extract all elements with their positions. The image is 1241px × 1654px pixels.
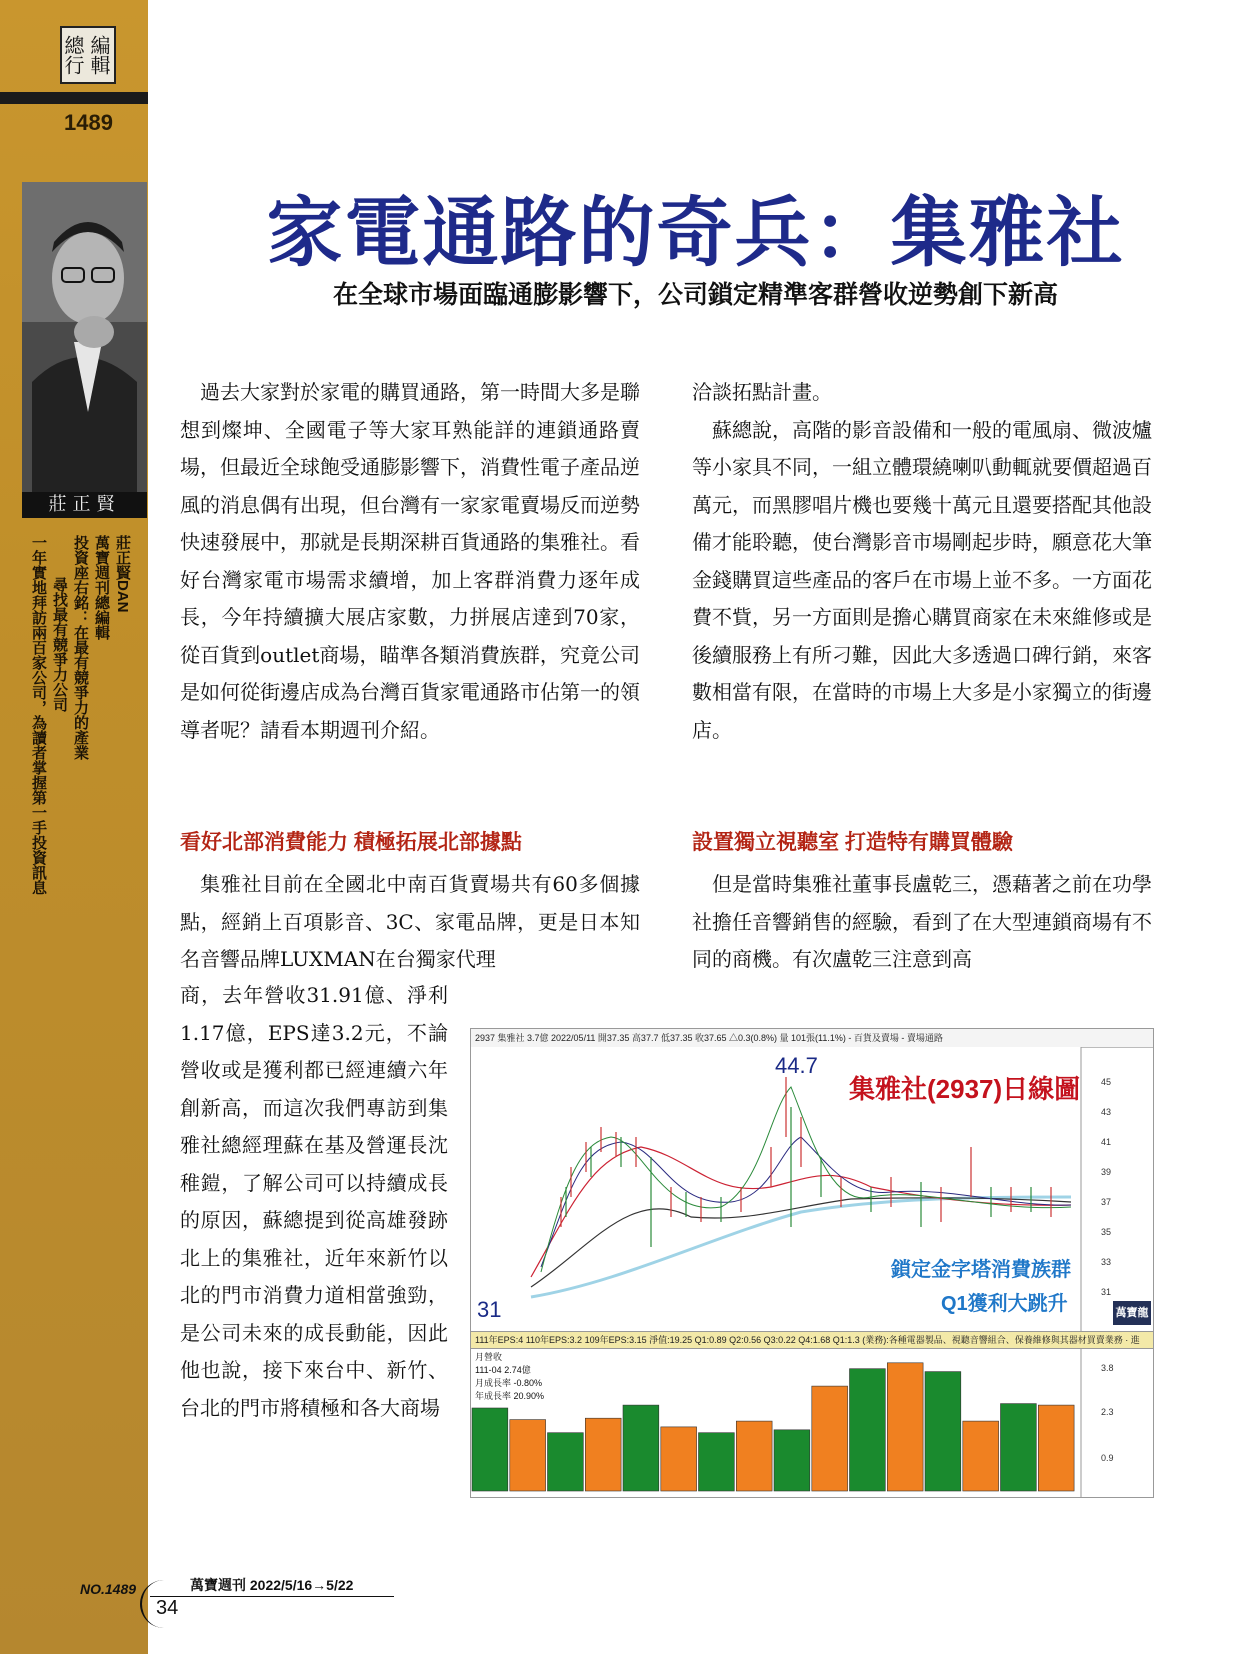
footer-line [150, 1596, 394, 1597]
revenue-bar [736, 1421, 772, 1491]
author-motto-cont: 尋找最有競爭力公司 [51, 577, 68, 712]
chart-low-label: 31 [477, 1297, 502, 1322]
right-column-top [692, 374, 1152, 749]
revenue-bar [1038, 1405, 1074, 1491]
price-tick: 43 [1101, 1107, 1112, 1117]
revenue-bar [548, 1433, 584, 1491]
revenue-bar [510, 1420, 546, 1491]
revenue-bar [623, 1405, 659, 1491]
intro-column [180, 374, 640, 749]
price-tick: 41 [1101, 1137, 1112, 1147]
right-paragraph-1: 蘇總說，高階的影音設備和一般的電風扇、微波爐等小家具不同，一組立體環繞喇叭動輒就要價超過百萬元，而黑膠唱片機也要幾十萬元且還要搭配其他設備才能聆聽，使台灣影音市場剛起步時，願意花大筆金錢購買這些產品的客戶在市場上並不多。一方面花費不貲，另一方面則是擔心購買商家在未來維修或是後續服務上有所刁難，因此大多透過口碑行銷，來客數相當有限，在當時的市場上大多是小家獨立的街邊店。 [692, 417, 1152, 742]
intro-paragraph: 過去大家對於家電的購買通路，第一時間大多是聯想到燦坤、全國電子等大家耳熟能詳的連鎖通路賣場，但最近全球飽受通膨影響下，消費性電子產品逆風的消息偶有出現，但台灣有一家家電賣場反而逆勢快速發展中，那就是長期深耕百貨通路的集雅社。看好台灣家電市場需求續增，加上客群消費力逐年成長，今年持續擴大展店家數，力拼展店達到70家，從百貨到outlet商場，瞄準各類消費族群，究竟公司是如何從街邊店成為台灣百貨家電通路市佔第一的領導者呢？請看本期週刊介紹。 [180, 380, 640, 742]
revenue-plot [471, 1349, 1153, 1497]
revenue-bar [472, 1408, 508, 1491]
revenue-tick: 2.3 [1101, 1407, 1114, 1417]
chart-header: 2937 集雅社 3.7億 2022/05/11 開37.35 高37.7 低37.35 收37.65 △0.3(0.8%) 量 101張(11.1%) - 百貨及賣場 - 賣場通路 [471, 1029, 1154, 1048]
footer-publication: 萬寶週刊 2022/5/16→5/22 [190, 1577, 354, 1593]
issue-number: 1489 [64, 110, 113, 135]
revenue-legend-item: 111-04 2.74億 [475, 1365, 531, 1375]
revenue-bar [1001, 1404, 1037, 1491]
author-portrait-image [22, 182, 147, 518]
revenue-bar [699, 1433, 735, 1491]
price-tick: 35 [1101, 1227, 1112, 1237]
right-paragraph-2: 但是當時集雅社董事長盧乾三，憑藉著之前在功學社擔任音響銷售的經驗，看到了在大型連鎖商場有不同的商機。有次盧乾三注意到高 [692, 872, 1152, 971]
revenue-bar [887, 1363, 923, 1491]
chart-annotation-2: Q1獲利大跳升 [941, 1293, 1068, 1315]
revenue-legend-item: 年成長率 20.90% [475, 1391, 545, 1401]
price-tick: 45 [1101, 1077, 1112, 1087]
left-paragraph-3 [180, 977, 448, 1427]
photo-caption: 莊正賢 [22, 492, 147, 518]
author-title: 萬寶週刊總編輯 [93, 535, 110, 640]
revenue-tick: 3.8 [1101, 1363, 1114, 1373]
price-tick: 33 [1101, 1257, 1112, 1267]
section-heading-left: 看好北部消費能力 積極拓展北部據點 [180, 831, 522, 854]
author-desc: 一年實地拜訪兩百家公司，為讀者掌握第一手投資訊息 [30, 535, 47, 895]
revenue-bar [661, 1427, 697, 1491]
right-paragraph-2-col [692, 866, 1152, 979]
section-heading-right: 設置獨立視聽室 打造特有購買體驗 [692, 831, 1013, 854]
article-title: 家電通路的奇兵：集雅社 [266, 191, 1125, 276]
price-tick: 39 [1101, 1167, 1112, 1177]
revenue-legend-item: 月營收 [475, 1352, 503, 1362]
chart-annotation-1: 鎖定金字塔消費族群 [891, 1259, 1071, 1281]
stock-chart [470, 1028, 1154, 1498]
article-subtitle: 在全球市場面臨通膨影響下，公司鎖定精準客群營收逆勢創下新高 [332, 281, 1058, 309]
price-tick: 31 [1101, 1287, 1112, 1297]
column-tag: 編輯總行 [60, 26, 116, 84]
left-paragraph-2 [180, 866, 640, 979]
revenue-bar [812, 1386, 848, 1491]
revenue-bar [963, 1421, 999, 1491]
sidebar-divider [0, 92, 148, 104]
revenue-bar [774, 1430, 810, 1491]
chart-peak-label: 44.7 [775, 1053, 818, 1078]
revenue-legend [475, 1351, 544, 1403]
author-info [28, 535, 133, 955]
revenue-bars [472, 1363, 1074, 1491]
author-photo [22, 182, 147, 518]
eps-bar: 111年EPS:4 110年EPS:3.2 109年EPS:3.15 淨值:19.25 Q1:0.89 Q2:0.56 Q3:0.22 Q4:1.68 Q1:1.3 (業務):各種電器製品、視聽音響組合、保養維修與其器材買賣業務 · 進 [471, 1331, 1154, 1349]
chart-title: 集雅社(2937)日線圖 [849, 1074, 1081, 1104]
footer-issue: NO.1489 [80, 1581, 137, 1597]
price-tick: 37 [1101, 1197, 1112, 1207]
author-motto: 投資座右銘：在最有競爭力的產業 [72, 535, 89, 760]
left-paragraph-2a: 集雅社目前在全國北中南百貨賣場共有60多個據點，經銷上百項影音、3C、家電品牌，更是日本知名音響品牌LUXMAN在台獨家代理 [180, 872, 640, 971]
revenue-bar [585, 1418, 621, 1491]
left-paragraph-2b: 商，去年營收31.91億、淨利1.17億，EPS達3.2元，不論營收或是獲利都已經連續六年創新高，而這次我們專訪到集雅社總經理蘇在基及營運長沈稚鎧，了解公司可以持續成長的原因，蘇總提到從高雄發跡北上的集雅社，近年來新竹以北的門市消費力道相當強勁，是公司未來的成長動能，因此他也說，接下來台中、新竹、台北的門市將積極和各大商場 [180, 983, 448, 1420]
revenue-legend-item: 月成長率 -0.80% [475, 1378, 543, 1388]
revenue-tick: 0.9 [1101, 1453, 1114, 1463]
revenue-bar [925, 1372, 961, 1491]
revenue-bar [850, 1369, 886, 1491]
right-paragraph-0: 洽談拓點計畫。 [692, 380, 832, 404]
page-number: 34 [156, 1597, 179, 1619]
author-name: 莊正賢DAN [114, 535, 131, 613]
chart-badge: 萬寶龍 [1113, 1301, 1151, 1325]
